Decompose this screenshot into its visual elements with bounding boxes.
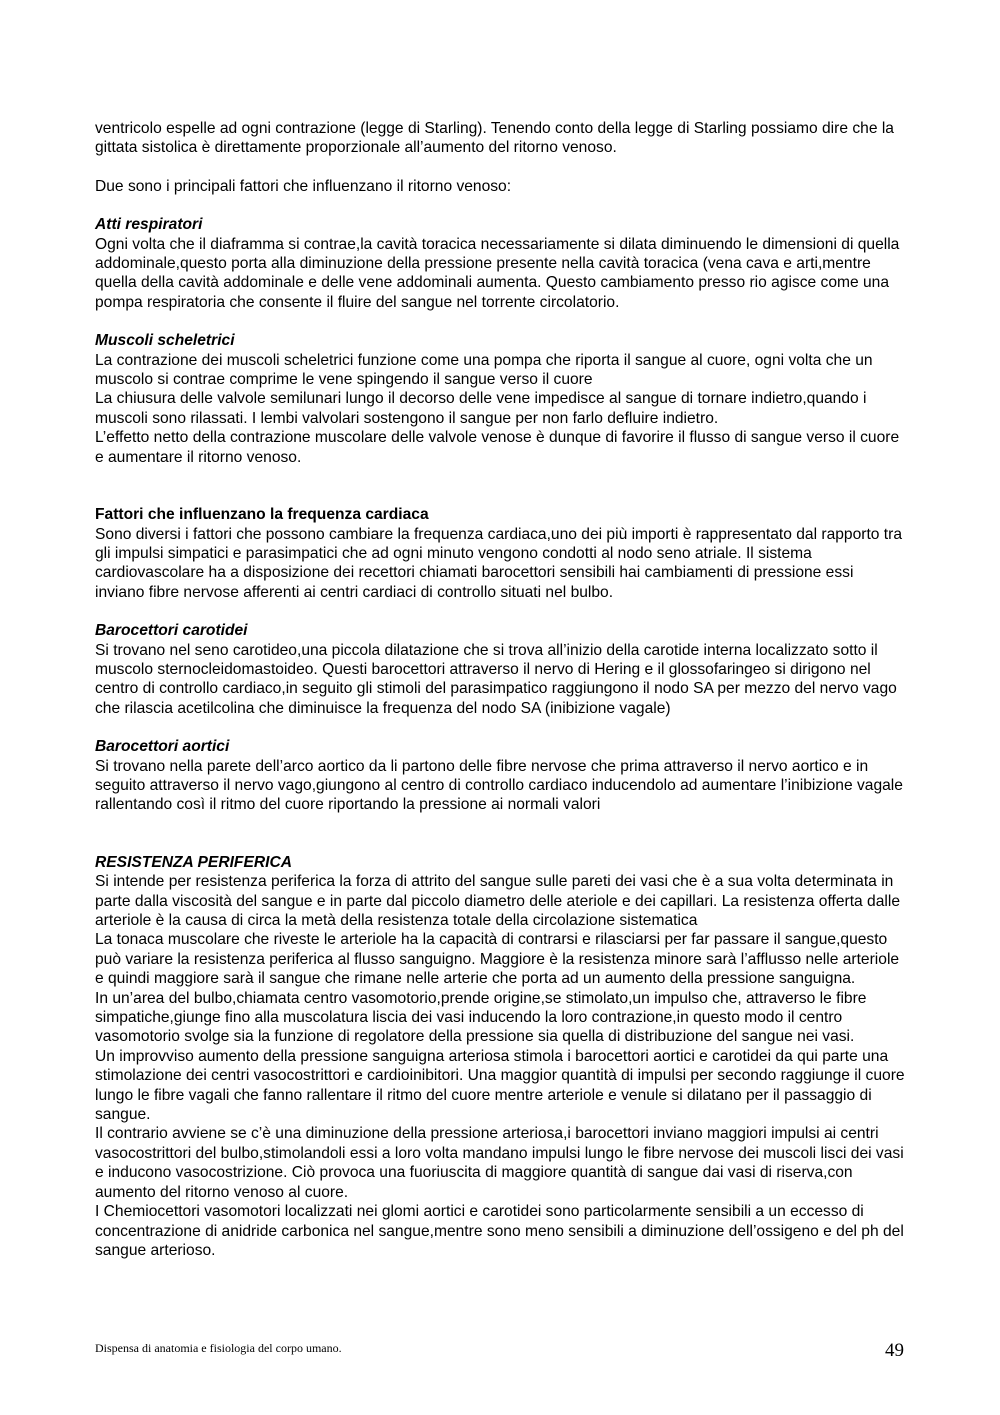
heading-barocettori-aortici: Barocettori aortici	[95, 738, 230, 756]
paragraph-venous-factors: Due sono i principali fattori che influenzano il ritorno venoso:	[95, 177, 512, 195]
paragraph-barocettori-carotidei: Si trovano nel seno carotideo,una piccola dilatazione che si trova all’inizio della carotide interna localizzato sotto il muscolo sternocleidomastoideo. Questi barocettori attraverso il nervo di Hering e il glossofaringeo si dirigono nel centro di controllo cardiaco,in seguito gli stimoli del parasimpatico raggiungono il nodo SA per mezzo del nervo vago che rilascia acetilcolina che diminuisce la frequenza del nodo SA (inibizione vagale)	[95, 641, 897, 717]
paragraph-muscoli-2: La chiusura delle valvole semilunari lungo il decorso delle vene impedisce al sangue di tornare indietro,quando i muscoli sono rilassati. I lembi valvolari sostengono il sangue per non farlo defluire indietro.	[95, 390, 867, 427]
paragraph-muscoli-1: La contrazione dei muscoli scheletrici funzione come una pompa che riporta il sangue al cuore, ogni volta che un muscolo si contrae comprime le vene spingendo il sangue verso il cuore	[95, 351, 873, 389]
heading-resistenza-periferica: RESISTENZA PERIFERICA	[95, 853, 292, 871]
footer-title: Dispensa di anatomia e fisiologia del corpo umano.	[95, 1341, 342, 1355]
paragraph-frequenza-cardiaca: Sono diversi i fattori che possono cambiare la frequenza cardiaca,uno dei più importi è rappresentato dal rapporto tra gli impulsi simpatici e parasimpatici che ad ogni minuto vengono condotti al nodo seno atriale. Il sistema cardiovascolare ha a disposizione dei recettori chiamati barocettori sensibili hai cambiamenti di pressione essi inviano fibre nervose afferenti ai centri cardiaci di controllo situati nel bulbo.	[95, 525, 903, 601]
heading-muscoli-scheletrici: Muscoli scheletrici	[95, 332, 235, 350]
heading-atti-respiratori: Atti respiratori	[95, 216, 203, 234]
page-body	[95, 119, 907, 1260]
paragraph-atti-respiratori: Ogni volta che il diaframma si contrae,la cavità toracica necessariamente si dilata diminuendo le dimensioni di quella addominale,questo porta alla diminuzione della pressione presente nella cavità toracica (vena cava e arti,mentre quella della cavità addominale e delle vene addominali aumenta. Questo cambiamento presso rio agisce come una pompa respiratoria che consente il fluire del sangue nel torrente circolatorio.	[95, 235, 900, 311]
paragraph-resistenza-2: La tonaca muscolare che riveste le arteriole ha la capacità di contrarsi e rilasciarsi per far passare il sangue,questo può variare la resistenza periferica al flusso sanguigno. Maggiore è la resistenza minore sarà l’afflusso nelle arteriole e quindi maggiore sarà il sangue che rimane nelle arterie che porta ad un aumento della pressione sanguigna.	[95, 931, 900, 988]
paragraph-resistenza-5: Il contrario avviene se c’è una diminuzione della pressione arteriosa,i barocettori inviano maggiori impulsi ai centri vasocostrittori del bulbo,stimolandoli essi a loro volta mandano impulsi lungo le fibre nervose dei muscoli lisci dei vasi e inducono vasocostrizione. Ciò provoca una fuoriuscita di maggiore quantità di sangue dai vasi di riserva,con aumento del ritorno venoso al cuore.	[95, 1125, 904, 1201]
heading-frequenza-cardiaca: Fattori che influenzano la frequenza cardiaca	[95, 506, 429, 524]
paragraph-muscoli-3: L’effetto netto della contrazione muscolare delle valvole venose è dunque di favorire il flusso di sangue verso il cuore e aumentare il ritorno venoso.	[95, 429, 900, 466]
paragraph-intro: ventricolo espelle ad ogni contrazione (legge di Starling). Tenendo conto della legge di Starling possiamo dire che la gittata sistolica è direttamente proporzionale all’aumento del ritorno venoso.	[95, 120, 894, 157]
paragraph-resistenza-6: I Chemiocettori vasomotori localizzati nei glomi aortici e carotidei sono particolarmente sensibili a un eccesso di concentrazione di anidride carbonica nel sangue,mentre sono meno sensibili a diminuzione dell’ossigeno e del ph del sangue arterioso.	[95, 1203, 904, 1259]
paragraph-resistenza-3: In un’area del bulbo,chiamata centro vasomotorio,prende origine,se stimolato,un impulso che, attraverso le fibre simpatiche,giunge fino alla muscolatura liscia dei vasi inducendo la loro contrazione,in questo modo il centro vasomotorio svolge sia la funzione di regolatore della pressione sia quella di distribuzione del sangue nei vasi.	[95, 989, 867, 1046]
paragraph-resistenza-1: Si intende per resistenza periferica la forza di attrito del sangue sulle pareti dei vasi che è a sua volta determinata in parte dalla viscosità del sangue e in parte dal piccolo diametro delle ateriole e dei capillari. La resistenza offerta dalle arteriole è la causa di circa la metà della resistenza totale della circolazione sistematica	[95, 873, 900, 929]
paragraph-resistenza-4: Un improvviso aumento della pressione sanguigna arteriosa stimola i barocettori aortici e carotidei da qui parte una stimolazione dei centri vasocostrittori e cardioinibitori. Una maggior quantità di impulsi per secondo raggiunge il cuore lungo le fibre vagali che fanno rallentare il ritmo del cuore mentre arteriole e venule si dilatano per il passaggio di sangue.	[95, 1047, 905, 1124]
paragraph-barocettori-aortici: Si trovano nella parete dell’arco aortico da li partono delle fibre nervose che prima attraverso il nervo aortico e in seguito attraverso il nervo vago,giungono al centro di controllo cardiaco inducendolo ad aumentare l’inibizione vagale rallentando così il ritmo del cuore riportando la pressione ai normali valori	[95, 757, 903, 814]
heading-barocettori-carotidei: Barocettori carotidei	[95, 622, 248, 640]
page-number: 49	[885, 1340, 904, 1361]
